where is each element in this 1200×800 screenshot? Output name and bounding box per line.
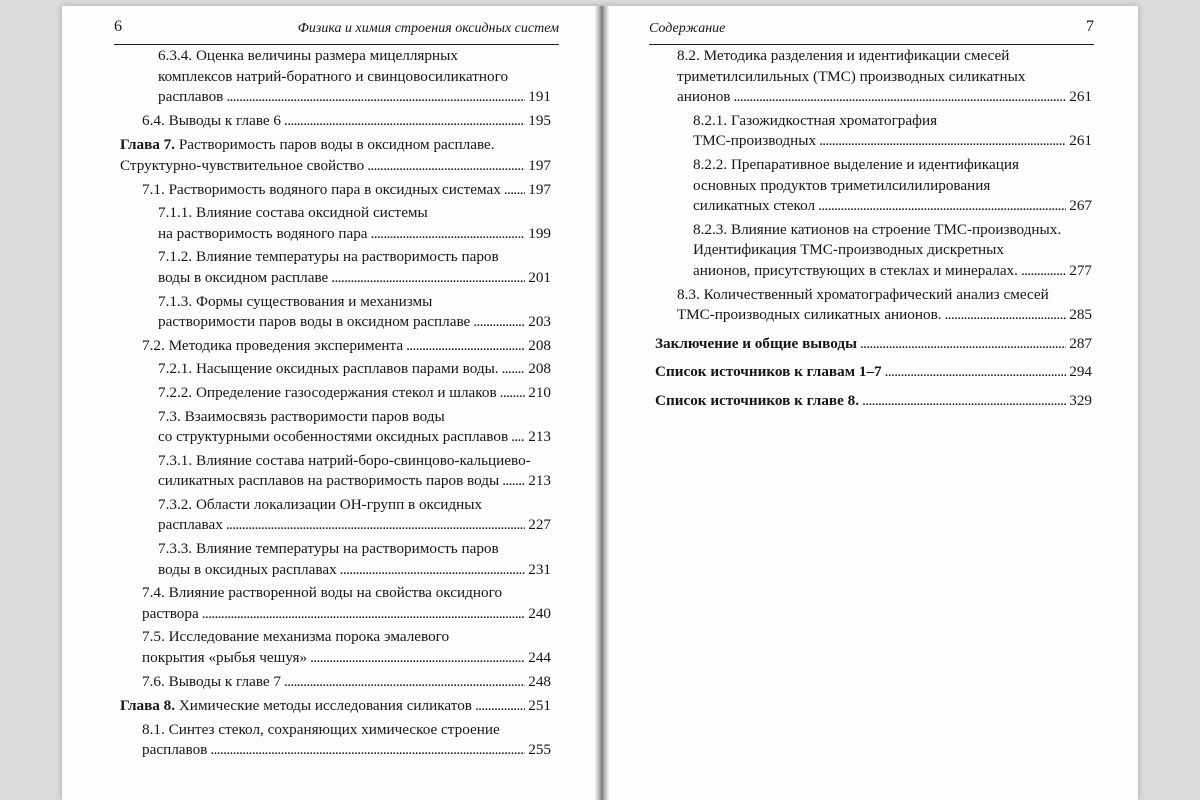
toc-entry: [120, 407, 551, 448]
right-toc: [655, 46, 1092, 418]
toc-entry: [120, 292, 551, 333]
leader-dots: [862, 391, 1066, 412]
leader-dots: [340, 560, 526, 581]
toc-page-number: 251: [528, 697, 551, 715]
toc-entry: [655, 391, 1092, 412]
toc-entry-title-line: Растворимость паров воды в оксидном расплаве.: [175, 136, 495, 154]
toc-entry-title-line: 7.1. Растворимость водяного пара в оксидных системах: [142, 180, 501, 198]
toc-entry: [655, 46, 1092, 108]
right-page-header: [649, 16, 1094, 45]
toc-entry: [120, 495, 551, 536]
toc-entry-title-line: 7.1.2. Влияние температуры на растворимость паров: [158, 248, 499, 266]
toc-entry-title-line: 7.1.3. Формы существования и механизмы: [158, 292, 433, 310]
leader-dots: [475, 696, 525, 717]
toc-entry-title-line: Структурно-чувствительное свойство: [120, 156, 365, 174]
toc-page-number: 208: [528, 336, 551, 354]
toc-entry-title-line: покрытия «рыбья чешуя»: [142, 649, 308, 667]
toc-page-number: 329: [1069, 391, 1092, 409]
toc-entry-title-line: ТМС-производных: [693, 132, 817, 150]
leader-dots: [226, 87, 525, 108]
left-page-header: [114, 16, 559, 45]
leader-dots: [504, 180, 525, 201]
toc-page-number: 248: [528, 672, 551, 690]
toc-page-number: 210: [528, 383, 551, 401]
leader-dots: [819, 131, 1066, 152]
toc-entry-title-line: силикатных расплавов на растворимость паров воды: [158, 472, 500, 490]
toc-entry-title-line: расплавов: [158, 88, 224, 106]
left-running-head: Физика и химия строения оксидных систем: [297, 21, 559, 36]
leader-dots: [1021, 261, 1066, 282]
toc-entry: [120, 627, 551, 668]
toc-page-number: 261: [1069, 132, 1092, 150]
toc-entry-title-line: 8.2.2. Препаративное выделение и идентификация: [693, 155, 1019, 173]
toc-entry-title-line: воды в оксидных расплавах: [158, 560, 337, 578]
leader-dots: [502, 471, 525, 492]
toc-page-number: 203: [528, 313, 551, 331]
toc-page-number: 199: [528, 224, 551, 242]
toc-entry-title-line: 7.1.1. Влияние состава оксидной системы: [158, 204, 428, 222]
toc-entry-title-line: 6.4. Выводы к главе 6: [142, 111, 282, 129]
toc-entry-title-line: Список источников к главам 1–7: [655, 363, 882, 381]
toc-entry: [655, 285, 1092, 326]
leader-dots: [226, 515, 525, 536]
toc-entry-title-line: Химические методы исследования силикатов: [175, 697, 472, 715]
toc-entry-title-line: расплавов: [142, 741, 208, 759]
leader-dots: [210, 740, 525, 761]
leader-dots: [500, 383, 526, 404]
toc-entry-title-line: 8.1. Синтез стекол, сохраняющих химическое строение: [142, 720, 500, 738]
toc-entry-title-line: анионов, присутствующих в стеклах и минералах.: [693, 261, 1018, 279]
toc-entry-title-line: Список источников к главе 8.: [655, 391, 860, 409]
toc-entry: [120, 111, 551, 132]
toc-entry-title-line: Заключение и общие выводы: [655, 334, 857, 352]
toc-entry: [120, 672, 551, 693]
leader-dots: [885, 362, 1067, 383]
toc-entry-title-line: растворимости паров воды в оксидном расплаве: [158, 313, 471, 331]
toc-page-number: 231: [528, 560, 551, 578]
leader-dots: [860, 334, 1066, 355]
toc-page-number: 191: [528, 88, 551, 106]
leader-dots: [945, 305, 1067, 326]
toc-entry: [655, 220, 1092, 282]
toc-entry-title-line: раствора: [142, 604, 199, 622]
toc-entry-title-line: 7.3.2. Области локализации ОН-групп в оксидных: [158, 495, 483, 513]
toc-entry-title-line: 8.3. Количественный хроматографический анализ смесей: [677, 285, 1049, 303]
leader-dots: [371, 224, 526, 245]
toc-entry: [655, 111, 1092, 152]
toc-page-number: 227: [528, 516, 551, 534]
toc-page-number: 195: [528, 111, 551, 129]
toc-entry-title-line: 6.3.4. Оценка величины размера мицеллярных: [158, 47, 458, 64]
book-spread: [62, 6, 1138, 800]
leader-dots: [284, 111, 525, 132]
leader-dots: [733, 87, 1066, 108]
toc-page-number: 240: [528, 604, 551, 622]
toc-entry: [120, 46, 551, 108]
toc-page-number: 201: [528, 268, 551, 286]
leader-dots: [284, 672, 525, 693]
toc-entry-title-line: со структурными особенностями оксидных расплавов: [158, 428, 509, 446]
right-page-number: 7: [1086, 18, 1094, 35]
toc-entry-title-line: силикатных стекол: [693, 197, 816, 215]
leader-dots: [406, 336, 525, 357]
toc-entry-title-line: 7.3.1. Влияние состава натрий-боро-свинцово-кальциево-: [158, 451, 531, 469]
leader-dots: [367, 156, 525, 177]
toc-entry-title-line: 7.4. Влияние растворенной воды на свойства оксидного: [142, 584, 503, 602]
toc-page-number: 197: [528, 180, 551, 198]
right-running-head: Содержание: [649, 21, 726, 36]
book-spine: [595, 6, 609, 800]
leader-dots: [502, 359, 526, 380]
leader-dots: [331, 268, 525, 289]
toc-entry: [655, 155, 1092, 217]
toc-entry-title-line: ТМС-производных силикатных анионов.: [677, 306, 942, 324]
toc-entry-title-line: 8.2. Методика разделения и идентификации смесей: [677, 47, 1010, 64]
toc-page-number: 244: [528, 649, 551, 667]
toc-entry: [655, 334, 1092, 355]
leader-dots: [310, 648, 525, 669]
leader-dots: [818, 196, 1066, 217]
toc-entry: [120, 336, 551, 357]
leader-dots: [511, 427, 525, 448]
toc-entry-title-line: 7.2. Методика проведения эксперимента: [142, 336, 404, 354]
toc-entry-title-line: 7.5. Исследование механизма порока эмалевого: [142, 628, 450, 646]
toc-entry-title-line: воды в оксидном расплаве: [158, 268, 329, 286]
toc-entry-title-line: на растворимость водяного пара: [158, 224, 368, 242]
toc-entry-title-line: 7.3. Взаимосвязь растворимости паров воды: [158, 407, 445, 425]
toc-entry-title-line: 8.2.3. Влияние катионов на строение ТМС-производных.: [693, 220, 1062, 238]
toc-entry-title-line: триметилсилильных (ТМС) производных силикатных: [677, 67, 1026, 85]
toc-entry-title-line: расплавах: [158, 516, 223, 534]
chapter-label: Глава 7.: [120, 136, 176, 154]
toc-entry-title-line: 7.3.3. Влияние температуры на растворимость паров: [158, 540, 499, 558]
toc-entry-title-line: комплексов натрий-боратного и свинцовосиликатного: [158, 67, 509, 85]
toc-entry-title-line: 7.2.1. Насыщение оксидных расплавов парами воды.: [158, 360, 499, 378]
toc-entry-title-line: основных продуктов триметилсилилирования: [693, 176, 991, 194]
toc-page-number: 208: [528, 360, 551, 378]
left-toc: [120, 46, 551, 764]
left-page: [62, 6, 595, 800]
toc-page-number: 294: [1069, 363, 1092, 381]
chapter-label: Глава 8.: [120, 697, 176, 715]
toc-entry: [120, 451, 551, 492]
toc-entry: [120, 180, 551, 201]
toc-entry-title-line: 7.6. Выводы к главе 7: [142, 672, 282, 690]
toc-page-number: 261: [1069, 88, 1092, 106]
toc-entry: [120, 539, 551, 580]
toc-entry: [120, 720, 551, 761]
toc-entry: [120, 583, 551, 624]
toc-entry: [120, 247, 551, 288]
leader-dots: [473, 312, 525, 333]
toc-page-number: 213: [528, 472, 551, 490]
toc-page-number: 267: [1069, 197, 1092, 215]
toc-entry: [120, 383, 551, 404]
toc-page-number: 255: [528, 741, 551, 759]
toc-entry: [120, 696, 551, 717]
toc-page-number: 287: [1069, 334, 1092, 352]
left-page-number: 6: [114, 18, 122, 35]
toc-page-number: 213: [528, 428, 551, 446]
toc-entry: [655, 362, 1092, 383]
toc-entry-title-line: 8.2.1. Газожидкостная хроматография: [693, 111, 938, 129]
toc-entry: [120, 359, 551, 380]
toc-entry: [120, 135, 551, 176]
toc-page-number: 285: [1069, 306, 1092, 324]
toc-page-number: 277: [1069, 261, 1092, 279]
toc-page-number: 197: [528, 156, 551, 174]
leader-dots: [202, 604, 526, 625]
toc-entry-title-line: 7.2.2. Определение газосодержания стекол и шлаков: [158, 383, 497, 401]
right-page: [609, 6, 1138, 800]
toc-entry-title-line: анионов: [677, 88, 731, 106]
toc-entry-title-line: Идентификация ТМС-производных дискретных: [693, 241, 1004, 259]
toc-entry: [120, 203, 551, 244]
